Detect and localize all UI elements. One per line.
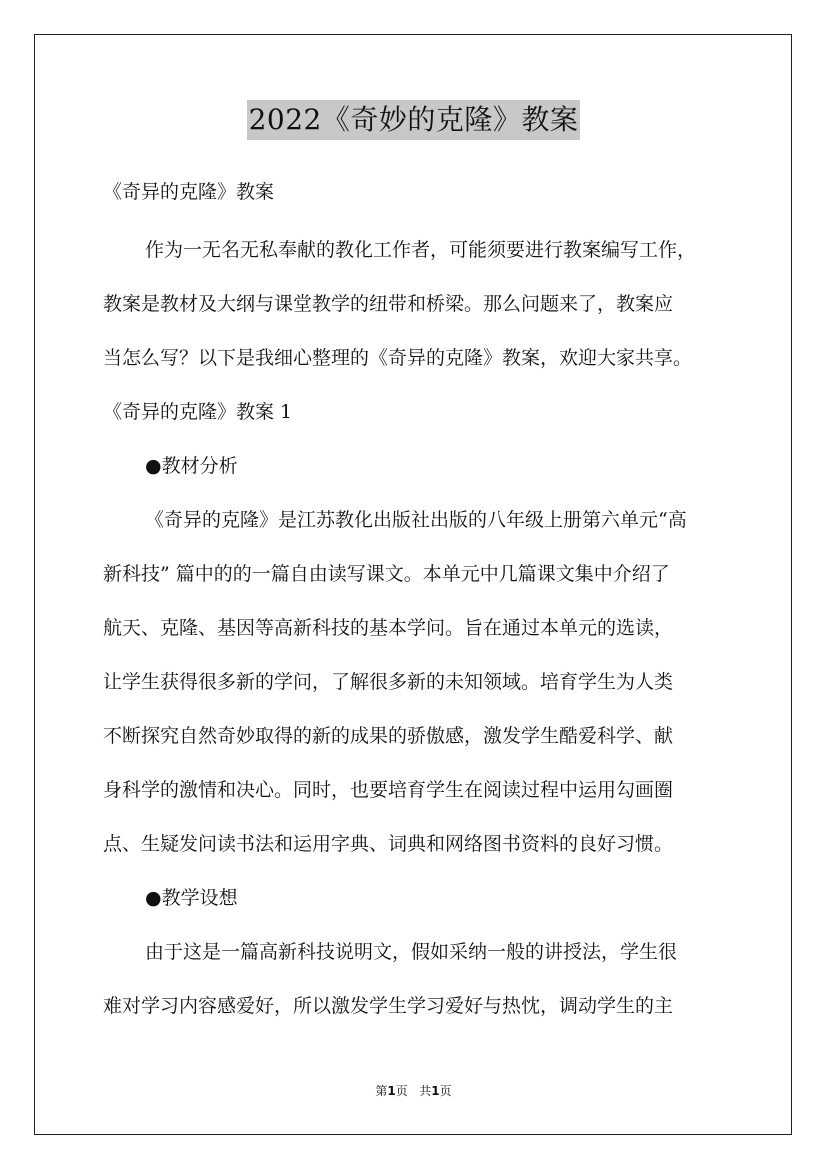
paragraph-line: 点、生疑发问读书法和运用字典、词典和网络图书资料的良好习惯。 [103,833,674,855]
paragraph-line: 航天、克隆、基因等高新科技的基本学问。旨在通过本单元的选读， [103,617,674,639]
page-prefix: 第 [375,1084,388,1098]
paragraph-line: 让学生获得很多新的学问，了解很多新的未知领域。培育学生为人类 [103,671,674,693]
page-total: 1 [431,1084,440,1098]
total-prefix: 共 [419,1084,432,1098]
paragraph-line: 教案是教材及大纲与课堂教学的纽带和桥梁。那么问题来了，教案应 [103,293,674,315]
page-footer [0,1082,827,1099]
paragraph-line: 不断探究自然奇妙取得的新的成果的骄傲感，激发学生酷爱科学、献 [103,725,674,747]
bullet-heading: ●教学设想 [145,887,238,909]
bullet-heading: ●教材分析 [145,455,238,477]
paragraph-line: 由于这是一篇高新科技说明文，假如采纳一般的讲授法，学生很 [145,941,678,963]
document-title: 2022《奇妙的克隆》教案 [247,100,581,140]
paragraph-line: 难对学习内容感爱好，所以激发学生学习爱好与热忱，调动学生的主 [103,995,674,1017]
total-unit: 页 [439,1084,452,1098]
title-container [0,100,827,140]
page-current: 1 [387,1084,396,1098]
subtitle-line: 《奇异的克隆》教案 [103,181,275,203]
paragraph-line: 《奇异的克隆》是江苏教化出版社出版的八年级上册第六单元“高 [145,509,687,531]
paragraph-line: 新科技” 篇中的的一篇自由读写课文。本单元中几篇课文集中介绍了 [103,563,670,585]
page-unit: 页 [395,1084,408,1098]
paragraph-line: 作为一无名无私奉献的教化工作者，可能须要进行教案编写工作， [145,239,697,261]
section-heading: 《奇异的克隆》教案 1 [103,401,293,423]
paragraph-line: 当怎么写？以下是我细心整理的《奇异的克隆》教案，欢迎大家共享。 [103,347,693,369]
paragraph-line: 身科学的激情和决心。同时，也要培育学生在阅读过程中运用勾画圈 [103,779,674,801]
